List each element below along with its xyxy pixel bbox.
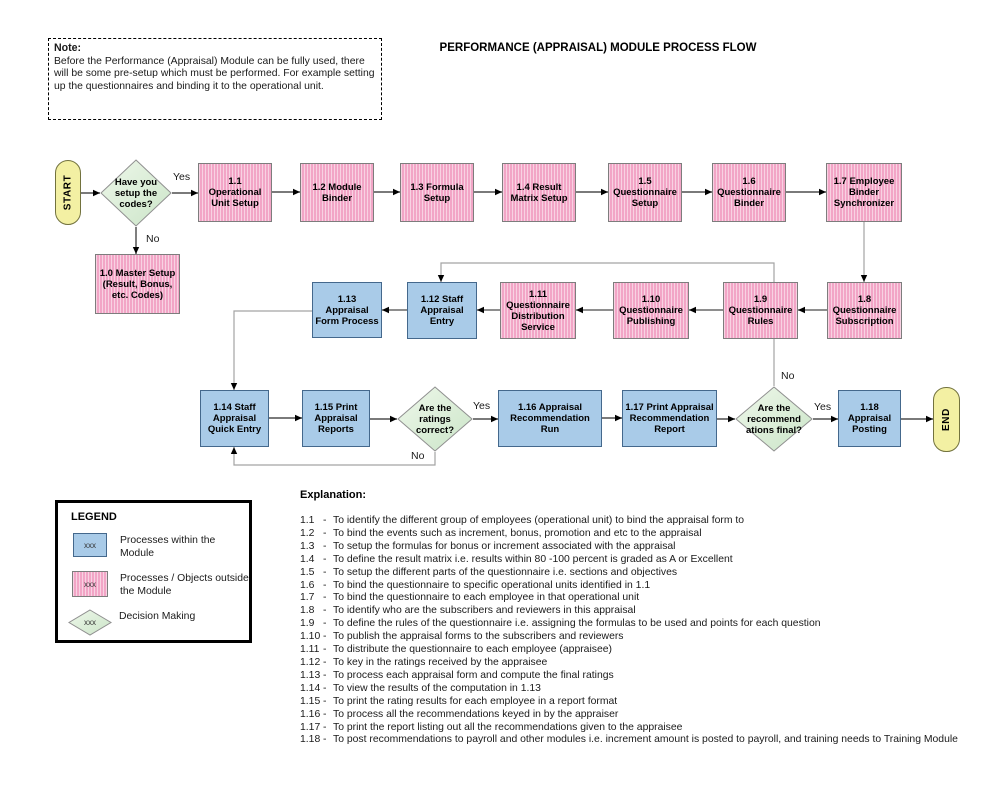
- explanation-item-text: To post recommendations to payroll and other modules i.e. increment amount is posted to payroll, and training needs to Training Module: [333, 734, 958, 746]
- node-n1-13: 1.13 Appraisal Form Process: [312, 282, 382, 338]
- explanation-item-dash: -: [323, 644, 327, 656]
- decision-label: Are the ratings correct?: [415, 402, 454, 436]
- explanation-item-dash: -: [323, 734, 327, 746]
- explanation-item-number: 1.17: [300, 721, 321, 733]
- node-d-final: [735, 386, 813, 452]
- node-n1-6: 1.6 Questionnaire Binder: [712, 163, 786, 222]
- explanation-item-dash: -: [323, 566, 327, 578]
- flow-arrowhead: [231, 447, 237, 454]
- flow-edge: [234, 311, 312, 390]
- explanation-item-number: 1.6: [300, 579, 315, 591]
- flow-arrowhead: [926, 416, 933, 422]
- flow-arrowhead: [390, 416, 397, 422]
- explanation-item-dash: -: [323, 605, 327, 617]
- flow-arrowhead: [231, 383, 237, 390]
- node-n1-5: 1.5 Questionnaire Setup: [608, 163, 682, 222]
- explanation-item-dash: -: [323, 669, 327, 681]
- note-body: Before the Performance (Appraisal) Module can be fully used, there will be some pre-setup which must be performed. For example setting up the questionnaires and binding it to the operational unit.: [54, 55, 375, 92]
- legend-title: LEGEND: [71, 511, 117, 523]
- explanation-item-text: To define the rules of the questionnaire i.e. assigning the formulas to be used and points for each question: [333, 618, 821, 630]
- node-n1-9: 1.9 Questionnaire Rules: [723, 282, 798, 339]
- explanation-item-text: To print the report listing out all the recommendations given to the appraisee: [333, 721, 683, 733]
- node-n1-18: 1.18 Appraisal Posting: [838, 390, 901, 447]
- edge-label-yes: Yes: [473, 400, 491, 412]
- explanation-item-text: To process each appraisal form and compute the final ratings: [333, 669, 614, 681]
- flow-arrowhead: [393, 189, 400, 195]
- explanation-item-dash: -: [323, 579, 327, 591]
- legend-swatch-in: xxx: [73, 533, 107, 557]
- explanation-item-number: 1.15: [300, 695, 321, 707]
- flow-arrowhead: [689, 307, 696, 313]
- legend-item-label: Decision Making: [119, 611, 196, 622]
- explanation-item-dash: -: [323, 682, 327, 694]
- node-d-ratings: [397, 386, 473, 452]
- node-start: [55, 160, 81, 225]
- edge-label-yes: Yes: [173, 171, 191, 183]
- explanation-item-number: 1.14: [300, 682, 321, 694]
- explanation-item-dash: -: [323, 592, 327, 604]
- flow-arrowhead: [491, 416, 498, 422]
- node-n1-8: 1.8 Questionnaire Subscription: [827, 282, 902, 339]
- node-n1-15: 1.15 Print Appraisal Reports: [302, 390, 370, 447]
- explanation-item-text: To bind the questionnaire to specific operational units identified in 1.1: [333, 579, 651, 591]
- edge-label-no: No: [411, 450, 425, 462]
- node-n1-4: 1.4 Result Matrix Setup: [502, 163, 576, 222]
- explanation-item-number: 1.12: [300, 656, 321, 668]
- terminator-label: END: [940, 408, 952, 431]
- node-end: [933, 387, 960, 452]
- explanation-item-number: 1.16: [300, 708, 321, 720]
- node-n1-1: 1.1 Operational Unit Setup: [198, 163, 272, 222]
- explanation-item-number: 1.7: [300, 592, 315, 604]
- terminator-label: START: [62, 174, 74, 211]
- node-n1-12: 1.12 Staff Appraisal Entry: [407, 282, 477, 339]
- page-title: PERFORMANCE (APPRAISAL) MODULE PROCESS FLOW: [439, 42, 757, 54]
- flow-arrowhead: [861, 275, 867, 282]
- explanation-item-dash: -: [323, 695, 327, 707]
- explanation-item-text: To process all the recommendations keyed in by the appraiser: [333, 708, 619, 720]
- explanation-item-text: To bind the events such as increment, bonus, promotion and etc to the appraisal: [333, 527, 702, 539]
- flow-arrowhead: [831, 416, 838, 422]
- node-n1-3: 1.3 Formula Setup: [400, 163, 474, 222]
- edge-label-no: No: [781, 370, 795, 382]
- explanation-item-number: 1.8: [300, 605, 315, 617]
- flow-arrowhead: [576, 307, 583, 313]
- flow-arrowhead: [477, 307, 484, 313]
- node-n1-11: 1.11 Questionnaire Distribution Service: [500, 282, 576, 339]
- explanation-item-dash: -: [323, 631, 327, 643]
- explanation-item-dash: -: [323, 656, 327, 668]
- explanation-item-dash: -: [323, 540, 327, 552]
- flow-arrowhead: [293, 189, 300, 195]
- node-n1-7: 1.7 Employee Binder Synchronizer: [826, 163, 902, 222]
- flow-arrowhead: [382, 307, 389, 313]
- legend-item-label: Processes / Objects outside the Module: [120, 573, 249, 597]
- explanation-item-text: To setup the different parts of the questionnaire i.e. sections and objectives: [333, 566, 678, 578]
- explanation-item-text: To distribute the questionnaire to each employee (appraisee): [333, 644, 612, 656]
- explanation-item-number: 1.3: [300, 540, 315, 552]
- node-n1-14: 1.14 Staff Appraisal Quick Entry: [200, 390, 269, 447]
- flow-arrowhead: [295, 415, 302, 421]
- explanation-heading: Explanation:: [300, 489, 367, 501]
- explanation-item-number: 1.10: [300, 631, 321, 643]
- decision-label: Are the recommend ations final?: [746, 402, 802, 436]
- explanation-item-dash: -: [323, 553, 327, 565]
- flow-arrowhead: [495, 189, 502, 195]
- explanation-item-number: 1.2: [300, 527, 315, 539]
- edge-label-no: No: [146, 233, 160, 245]
- explanation-item-text: To setup the formulas for bonus or increment associated with the appraisal: [333, 540, 676, 552]
- explanation-item-text: To bind the questionnaire to each employee in that operational unit: [333, 592, 640, 604]
- explanation-item-dash: -: [323, 618, 327, 630]
- node-n1-10: 1.10 Questionnaire Publishing: [613, 282, 689, 339]
- flow-arrowhead: [728, 416, 735, 422]
- node-n1-16: 1.16 Appraisal Recommendation Run: [498, 390, 602, 447]
- flow-arrowhead: [191, 190, 198, 196]
- node-n1-0: 1.0 Master Setup (Result, Bonus, etc. Codes): [95, 254, 180, 314]
- explanation-item-text: To define the result matrix i.e. results within 80 -100 percent is graded as A or Excellent: [333, 553, 733, 565]
- edge-label-yes: Yes: [814, 401, 832, 413]
- explanation-item-number: 1.4: [300, 553, 315, 565]
- node-n1-2: 1.2 Module Binder: [300, 163, 374, 222]
- flow-arrowhead: [615, 415, 622, 421]
- explanation-item-number: 1.1: [300, 515, 315, 526]
- flow-arrowhead: [705, 189, 712, 195]
- note-heading: Note:: [54, 42, 82, 54]
- explanation-item-number: 1.5: [300, 566, 315, 578]
- explanation-item-dash: -: [323, 515, 327, 526]
- flow-arrowhead: [133, 247, 139, 254]
- explanation-item-text: To view the results of the computation in 1.13: [333, 682, 541, 694]
- explanation-item-text: To publish the appraisal forms to the subscribers and reviewers: [333, 631, 624, 643]
- explanation-item-number: 1.18: [300, 734, 321, 746]
- flow-arrowhead: [601, 189, 608, 195]
- explanation-item-number: 1.11: [300, 644, 320, 656]
- flow-arrowhead: [798, 307, 805, 313]
- explanation-item-dash: -: [323, 527, 327, 539]
- explanation-item-number: 1.13: [300, 669, 321, 681]
- explanation-item-text: To print the rating results for each employee in a report format: [333, 695, 618, 707]
- explanation-item-dash: -: [323, 721, 327, 733]
- flow-arrowhead: [819, 189, 826, 195]
- explanation-item-number: 1.9: [300, 618, 315, 630]
- legend-item-label: Processes within the Module: [120, 535, 216, 559]
- explanation-item-text: To identify the different group of employees (operational unit) to bind the appraisal form to: [333, 515, 745, 526]
- explanation-item-dash: -: [323, 708, 327, 720]
- decision-label: Have you setup the codes?: [114, 176, 158, 210]
- legend-swatch-out: xxx: [72, 571, 108, 597]
- node-d-setup: [100, 159, 172, 227]
- flow-arrowhead: [438, 275, 444, 282]
- explanation-item-text: To identify who are the subscribers and reviewers in this appraisal: [333, 605, 636, 617]
- legend-swatch-decision: xxx: [68, 609, 112, 636]
- flow-arrowhead: [93, 190, 100, 196]
- node-n1-17: 1.17 Print Appraisal Recommendation Report: [622, 390, 717, 447]
- explanation-item-text: To key in the ratings received by the appraisee: [333, 656, 548, 668]
